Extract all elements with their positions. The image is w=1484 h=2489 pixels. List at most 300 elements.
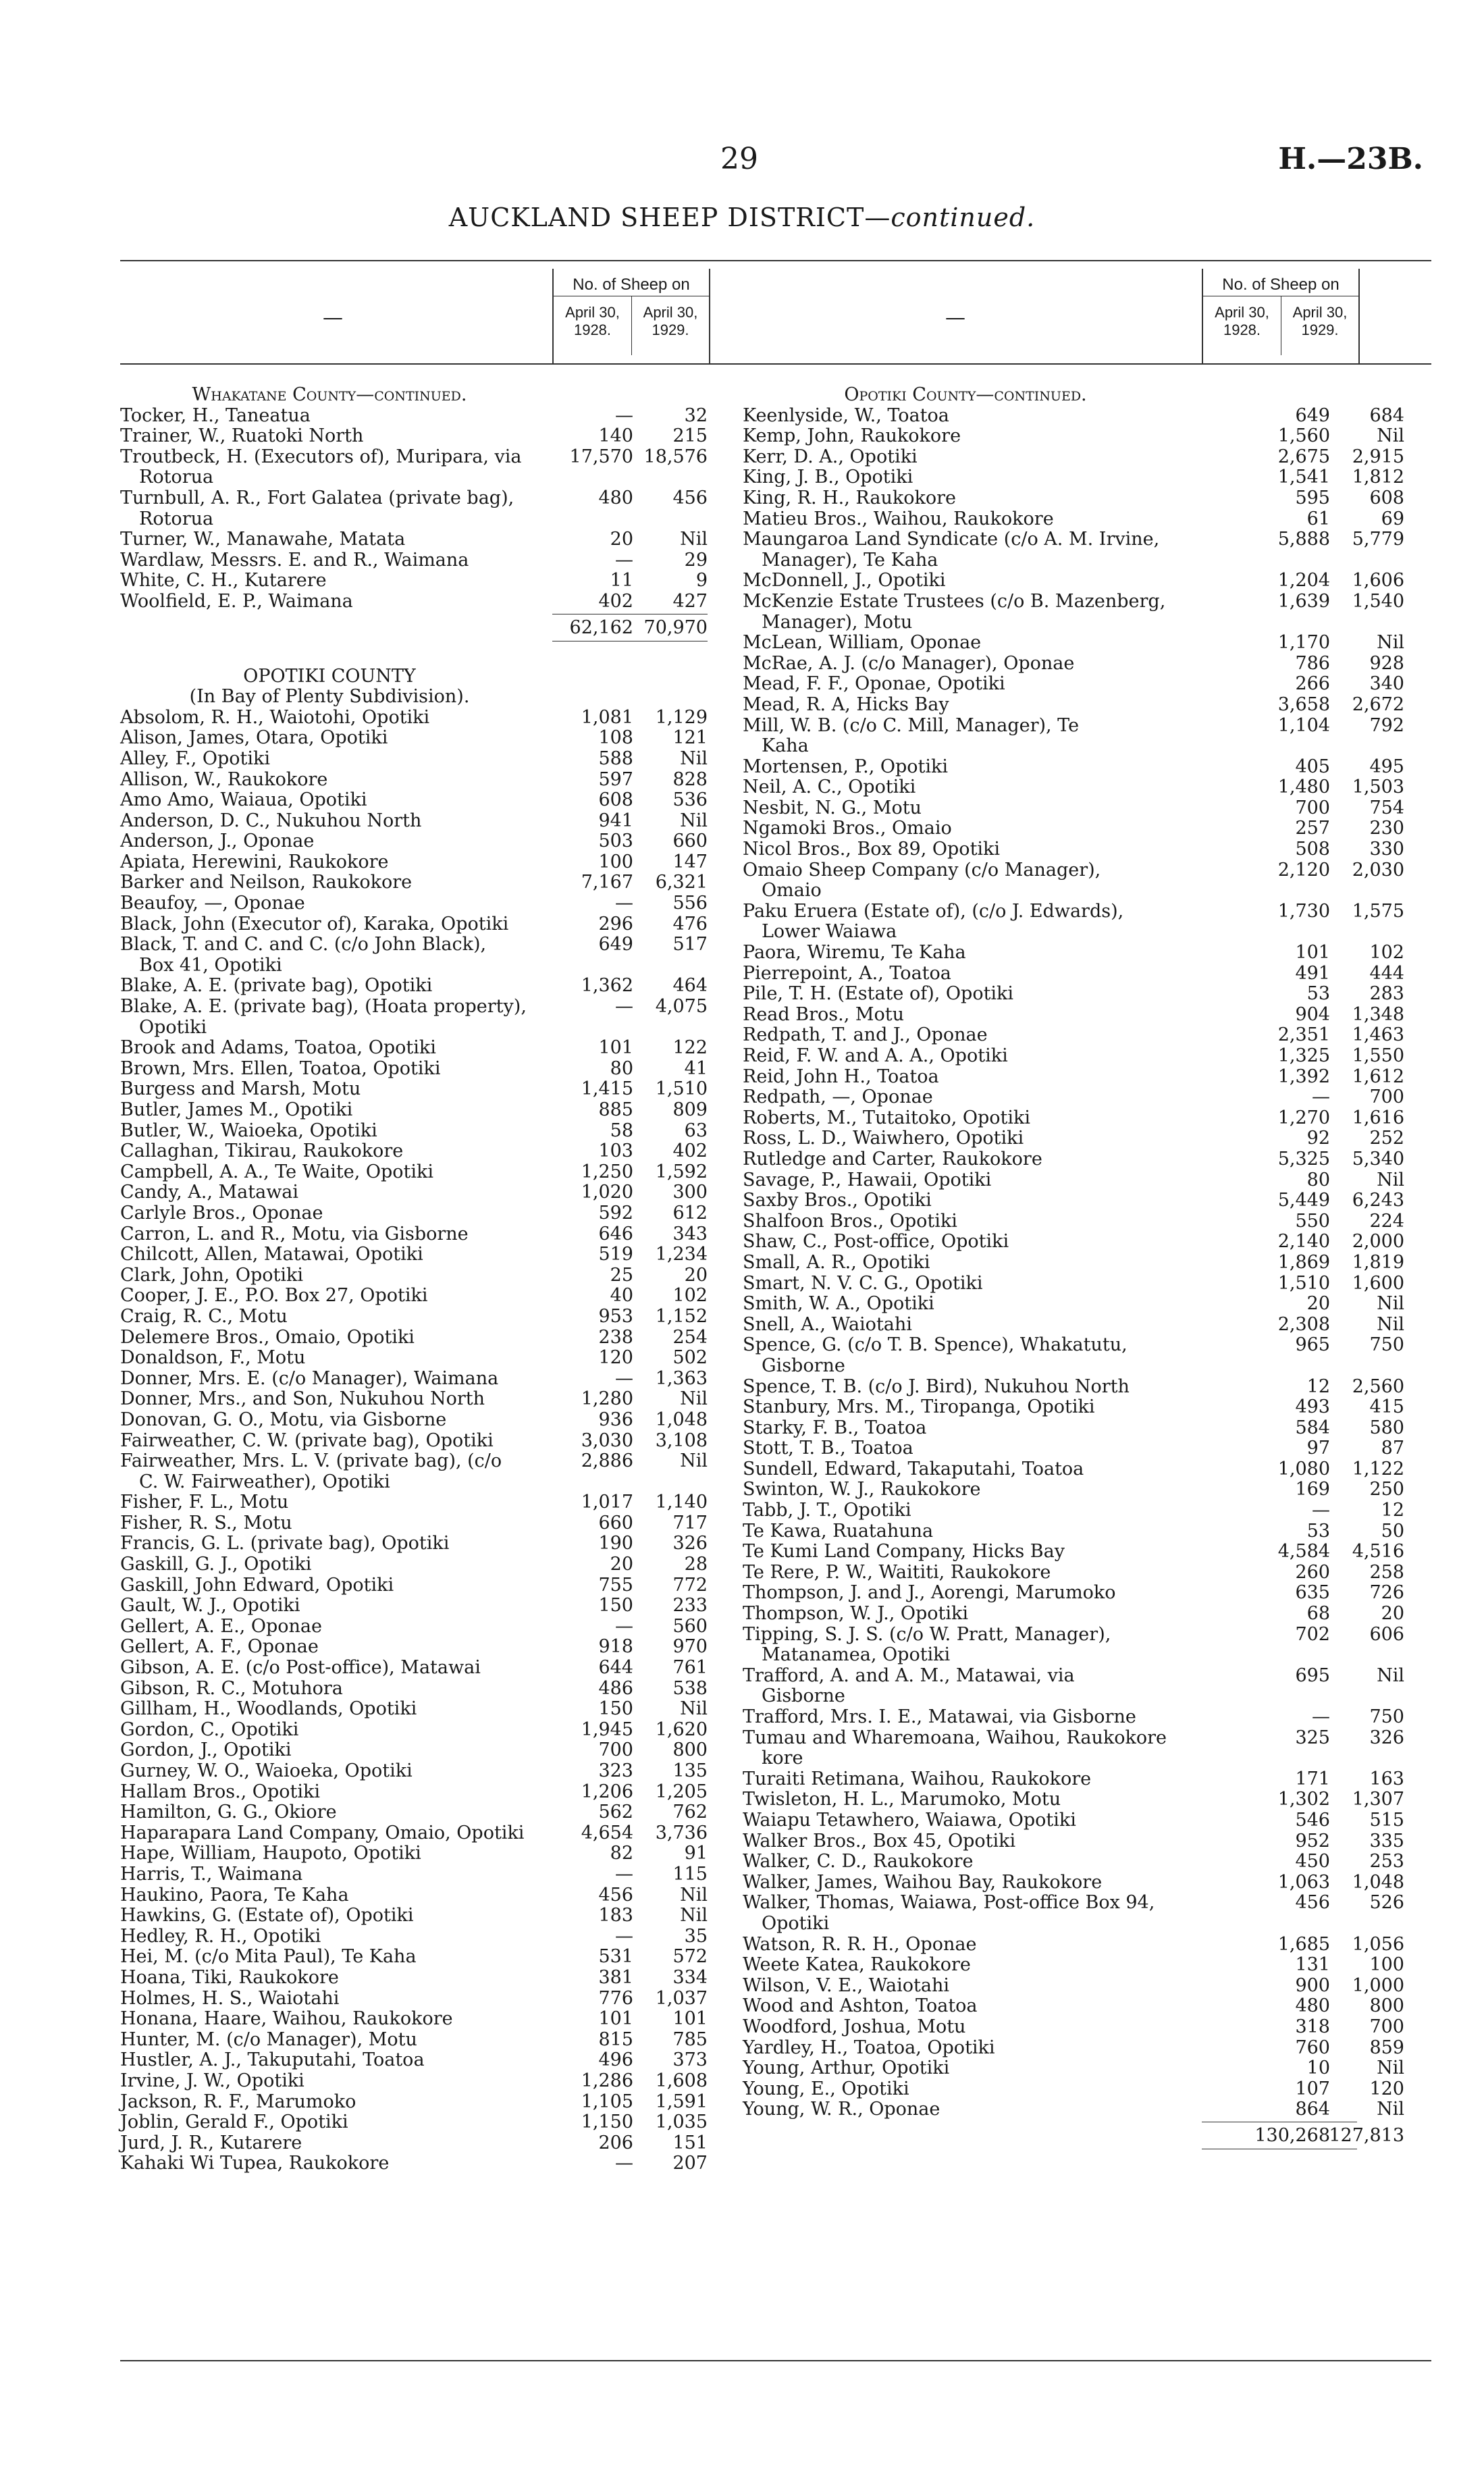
table-row bbox=[743, 1521, 1431, 1542]
row-name: Alley, F., Opotiki bbox=[120, 748, 271, 769]
row-name: Wilson, V. E., Waiotahi bbox=[743, 1974, 949, 1996]
table-row bbox=[743, 571, 1431, 592]
row-name: Gellert, A. F., Oponae bbox=[120, 1636, 319, 1658]
value-1929: 572 bbox=[672, 1946, 708, 1968]
value-1929: 750 bbox=[1369, 1334, 1404, 1356]
table-row bbox=[743, 2099, 1431, 2120]
row-name: Matieu Bros., Waihou, Raukokore bbox=[743, 508, 1054, 529]
row-name: Tabb, J. T., Opotiki bbox=[743, 1500, 911, 1521]
value-1929: Nil bbox=[1377, 1313, 1404, 1335]
value-1928: 1,510 bbox=[1277, 1272, 1330, 1294]
table-row bbox=[120, 1018, 762, 1039]
value-1928: 918 bbox=[598, 1636, 633, 1658]
value-1929: 1,592 bbox=[655, 1161, 708, 1182]
row-name: Shaw, C., Post-office, Opotiki bbox=[743, 1231, 1009, 1253]
row-name: Matanamea, Opotiki bbox=[762, 1644, 951, 1666]
value-1929: 4,075 bbox=[655, 996, 708, 1018]
row-name: Paora, Wiremu, Te Kaha bbox=[743, 942, 966, 964]
row-name: Joblin, Gerald F., Opotiki bbox=[120, 2112, 348, 2133]
header-group-title: No. of Sheep on bbox=[573, 276, 690, 294]
row-name: Gaskill, John Edward, Opotiki bbox=[120, 1574, 394, 1596]
row-name: Ross, L. D., Waiwhero, Opotiki bbox=[743, 1128, 1024, 1149]
value-1929: 224 bbox=[1369, 1210, 1404, 1232]
row-name: Fisher, R. S., Motu bbox=[120, 1512, 292, 1534]
right-column bbox=[743, 269, 1431, 2150]
row-name: Te Kumi Land Company, Hicks Bay bbox=[743, 1541, 1065, 1563]
value-1928: 493 bbox=[1295, 1396, 1330, 1418]
row-name: Opotiki bbox=[139, 1016, 207, 1038]
row-name: Holmes, H. S., Waiotahi bbox=[120, 1987, 340, 2009]
row-name: Trainer, W., Ruatoki North bbox=[120, 425, 364, 447]
value-1929: 809 bbox=[672, 1099, 708, 1120]
table-row bbox=[743, 1232, 1431, 1253]
value-1928: 190 bbox=[598, 1533, 633, 1554]
row-name: Manager), Te Kaha bbox=[762, 549, 938, 571]
value-1928: 108 bbox=[598, 727, 633, 749]
header-col-1928: April 30, 1928. bbox=[565, 304, 620, 338]
row-name: Black, T. and C. and C. (c/o John Black), bbox=[120, 934, 487, 955]
row-name: Gisborne bbox=[762, 1355, 845, 1376]
value-1928: 562 bbox=[598, 1802, 633, 1823]
value-1929: 230 bbox=[1369, 818, 1404, 839]
value-1928: 864 bbox=[1295, 2099, 1330, 2120]
value-1929: 560 bbox=[672, 1615, 708, 1637]
value-1929: 373 bbox=[672, 2049, 708, 2071]
value-1929: 207 bbox=[672, 2153, 708, 2174]
value-1929: 828 bbox=[672, 768, 708, 790]
table-row bbox=[743, 881, 1431, 901]
value-1929: 456 bbox=[672, 487, 708, 508]
value-1928: 25 bbox=[610, 1264, 633, 1286]
value-1928: 1,560 bbox=[1277, 425, 1330, 447]
row-name: Trafford, A. and A. M., Matawai, via bbox=[743, 1665, 1075, 1686]
value-1928: 1,945 bbox=[581, 1719, 633, 1740]
table-row bbox=[743, 1872, 1431, 1893]
row-name: Anderson, D. C., Nukuhou North bbox=[120, 810, 422, 831]
row-name: Blake, A. E. (private bag), (Hoata property), bbox=[120, 996, 527, 1018]
value-1929: 20 bbox=[1381, 1603, 1404, 1625]
row-name: Smart, N. V. C. G., Opotiki bbox=[743, 1272, 983, 1294]
row-name: Alison, James, Otara, Opotiki bbox=[120, 727, 388, 749]
table-row bbox=[743, 1914, 1431, 1935]
table-row bbox=[120, 852, 762, 873]
value-1929: 100 bbox=[1369, 1954, 1404, 1976]
value-1929: 334 bbox=[672, 1966, 708, 1988]
table-row bbox=[120, 1864, 762, 1885]
table-row bbox=[120, 1203, 762, 1224]
table-row bbox=[120, 1038, 762, 1059]
right-column-header bbox=[743, 269, 1431, 365]
value-1928: 11 bbox=[610, 570, 633, 592]
table-row bbox=[120, 1885, 762, 1906]
value-1929: 9 bbox=[695, 570, 708, 592]
value-1929: 326 bbox=[1369, 1727, 1404, 1748]
row-name: Roberts, M., Tutaitoko, Opotiki bbox=[743, 1107, 1031, 1128]
table-row bbox=[743, 1315, 1431, 1336]
row-name: Pile, T. H. (Estate of), Opotiki bbox=[743, 983, 1014, 1005]
value-1928: 2,120 bbox=[1277, 859, 1330, 881]
table-row bbox=[743, 1686, 1431, 1707]
section-heading-text: Opotiki County—continued. bbox=[844, 384, 1087, 405]
row-name: Absolom, R. H., Waiotohi, Opotiki bbox=[120, 706, 430, 728]
table-row bbox=[120, 2050, 762, 2071]
row-name: Te Rere, P. W., Waititi, Raukokore bbox=[743, 1561, 1051, 1583]
value-1929: 495 bbox=[1369, 756, 1404, 777]
value-1928: 584 bbox=[1295, 1417, 1330, 1438]
row-name: Gisborne bbox=[762, 1685, 845, 1707]
value-1928: — bbox=[615, 549, 633, 571]
row-name: Nesbit, N. G., Motu bbox=[743, 797, 922, 818]
value-1929: 800 bbox=[1369, 1995, 1404, 2017]
value-1928: 1,302 bbox=[1277, 1789, 1330, 1810]
row-name: Harris, T., Waimana bbox=[120, 1863, 303, 1885]
value-1929: 1,600 bbox=[1352, 1272, 1404, 1294]
row-name: Snell, A., Waiotahi bbox=[743, 1313, 912, 1335]
row-name: Woolfield, E. P., Waimana bbox=[120, 590, 353, 612]
table-row bbox=[120, 1059, 762, 1080]
row-name: Hustler, A. J., Takuputahi, Toatoa bbox=[120, 2049, 425, 2071]
value-1928: 100 bbox=[598, 851, 633, 872]
row-name: Keenlyside, W., Toatoa bbox=[743, 404, 949, 426]
value-1929: 69 bbox=[1381, 508, 1404, 529]
table-row bbox=[120, 1369, 762, 1390]
value-1928: 1,280 bbox=[581, 1388, 633, 1410]
value-1929: 556 bbox=[672, 893, 708, 914]
document-reference: H.—23B. bbox=[1278, 142, 1423, 176]
row-name: Butler, W., Waioeka, Opotiki bbox=[120, 1120, 377, 1141]
value-1929: 2,915 bbox=[1352, 446, 1404, 467]
value-1929: 1,616 bbox=[1352, 1107, 1404, 1128]
table-row bbox=[743, 654, 1431, 675]
table-row bbox=[120, 488, 762, 509]
table-row bbox=[120, 1554, 762, 1575]
table-row bbox=[743, 1583, 1431, 1604]
table-row bbox=[743, 1335, 1431, 1356]
value-1928: — bbox=[615, 1863, 633, 1885]
table-row bbox=[743, 1563, 1431, 1583]
table-row bbox=[743, 2079, 1431, 2100]
page-number: 29 bbox=[720, 142, 758, 176]
table-row bbox=[743, 1542, 1431, 1563]
value-1928: 4,584 bbox=[1277, 1541, 1330, 1563]
table-row bbox=[743, 447, 1431, 468]
value-1928: 1,270 bbox=[1277, 1107, 1330, 1128]
row-name: Beaufoy, —, Oponae bbox=[120, 893, 305, 914]
row-name: Kemp, John, Raukokore bbox=[743, 425, 961, 447]
value-1929: 1,152 bbox=[655, 1305, 708, 1327]
value-1928: 646 bbox=[598, 1223, 633, 1244]
row-name: Woodford, Joshua, Motu bbox=[743, 2016, 966, 2037]
table-row bbox=[743, 509, 1431, 530]
value-1929: 4,516 bbox=[1352, 1541, 1404, 1563]
value-1929: 343 bbox=[672, 1223, 708, 1244]
section-heading-text: Whakatane County—continued. bbox=[192, 384, 467, 405]
value-1929: 1,620 bbox=[655, 1719, 708, 1740]
value-1929: 2,000 bbox=[1352, 1231, 1404, 1253]
left-column bbox=[120, 269, 762, 2174]
row-name: Box 41, Opotiki bbox=[139, 954, 282, 976]
value-1928: 1,286 bbox=[581, 2070, 633, 2091]
value-1929: Nil bbox=[1377, 1665, 1404, 1686]
row-name: Turnbull, A. R., Fort Galatea (private bag), bbox=[120, 487, 514, 508]
value-1929: 1,606 bbox=[1352, 570, 1404, 592]
table-row bbox=[743, 1479, 1431, 1500]
table-row bbox=[743, 1128, 1431, 1149]
row-name: Young, W. R., Oponae bbox=[743, 2099, 940, 2120]
table-row bbox=[120, 1121, 762, 1142]
table-row bbox=[743, 1294, 1431, 1315]
value-1929: Nil bbox=[1377, 1293, 1404, 1315]
value-1928: 965 bbox=[1295, 1334, 1330, 1356]
table-row bbox=[743, 1996, 1431, 2017]
value-1928: 2,308 bbox=[1277, 1313, 1330, 1335]
value-1928: 1,250 bbox=[581, 1161, 633, 1182]
table-row bbox=[743, 757, 1431, 778]
row-name: Butler, James M., Opotiki bbox=[120, 1099, 353, 1120]
value-1929: 444 bbox=[1369, 962, 1404, 984]
value-1928: 260 bbox=[1295, 1561, 1330, 1583]
value-1928: 550 bbox=[1295, 1210, 1330, 1232]
table-row bbox=[120, 2030, 762, 2051]
row-name: Allison, W., Raukokore bbox=[120, 768, 328, 790]
value-1928: 20 bbox=[610, 529, 633, 550]
subtotal-row bbox=[120, 612, 762, 639]
row-name: Anderson, J., Oponae bbox=[120, 831, 315, 852]
value-1929: 970 bbox=[672, 1636, 708, 1658]
value-1929: 135 bbox=[672, 1760, 708, 1781]
value-1929: 1,048 bbox=[1352, 1871, 1404, 1893]
value-1929: Nil bbox=[1377, 632, 1404, 654]
value-1928: 53 bbox=[1306, 983, 1330, 1005]
table-row bbox=[120, 1823, 762, 1844]
table-row bbox=[743, 1500, 1431, 1521]
value-1929: 253 bbox=[1369, 1851, 1404, 1872]
value-1928: 68 bbox=[1306, 1603, 1330, 1625]
row-name: Omaio Sheep Company (c/o Manager), bbox=[743, 859, 1101, 881]
value-1928: 700 bbox=[598, 1739, 633, 1761]
value-1928: 1,105 bbox=[581, 2091, 633, 2112]
value-1928: 2,351 bbox=[1277, 1024, 1330, 1046]
table-row bbox=[120, 1596, 762, 1617]
total-1928: 130,268 bbox=[1254, 2124, 1330, 2146]
value-1928: 941 bbox=[598, 810, 633, 831]
value-1929: Nil bbox=[680, 810, 708, 831]
value-1928: — bbox=[1312, 1706, 1330, 1727]
value-1929: 1,463 bbox=[1352, 1024, 1404, 1046]
value-1929: Nil bbox=[680, 1698, 708, 1720]
value-1929: 415 bbox=[1369, 1396, 1404, 1418]
bottom-rule bbox=[120, 2360, 1431, 2361]
row-name: Neil, A. C., Opotiki bbox=[743, 777, 916, 798]
table-row bbox=[120, 1658, 762, 1679]
header-dash-right: — bbox=[945, 306, 965, 330]
value-1928: — bbox=[615, 2153, 633, 2174]
value-1929: 1,205 bbox=[655, 1781, 708, 1802]
value-1929: Nil bbox=[680, 1905, 708, 1927]
row-name: Waiapu Tetawhero, Waiawa, Opotiki bbox=[743, 1809, 1076, 1831]
table-row bbox=[743, 2058, 1431, 2079]
table-row bbox=[743, 2038, 1431, 2059]
row-name: Lower Waiawa bbox=[762, 921, 897, 943]
value-1928: 80 bbox=[610, 1057, 633, 1079]
value-1928: — bbox=[615, 1615, 633, 1637]
value-1929: 2,672 bbox=[1352, 693, 1404, 715]
left-column-header bbox=[120, 269, 762, 365]
value-1928: 171 bbox=[1295, 1768, 1330, 1789]
row-name: Campbell, A. A., Te Waite, Opotiki bbox=[120, 1161, 434, 1182]
table-row bbox=[120, 1575, 762, 1596]
table-row bbox=[120, 708, 762, 729]
value-1928: 5,888 bbox=[1277, 529, 1330, 550]
value-1928: 1,017 bbox=[581, 1492, 633, 1513]
value-1929: 120 bbox=[1369, 2078, 1404, 2099]
table-row bbox=[120, 997, 762, 1018]
row-name: Manager), Motu bbox=[762, 611, 913, 633]
value-1929: 660 bbox=[672, 831, 708, 852]
value-1929: 1,608 bbox=[655, 2070, 708, 2091]
table-row bbox=[743, 1067, 1431, 1088]
row-name: Reid, F. W. and A. A., Opotiki bbox=[743, 1045, 1008, 1066]
table-row bbox=[120, 1348, 762, 1369]
row-name: Rotorua bbox=[139, 508, 214, 529]
row-name: Shalfoon Bros., Opotiki bbox=[743, 1210, 957, 1232]
table-row bbox=[743, 1810, 1431, 1831]
value-1928: 5,325 bbox=[1277, 1148, 1330, 1170]
table-row bbox=[120, 447, 762, 468]
table-row bbox=[743, 736, 1431, 757]
value-1929: 750 bbox=[1369, 1706, 1404, 1727]
value-1929: 102 bbox=[1369, 942, 1404, 964]
table-row bbox=[120, 749, 762, 770]
row-name: Wardlaw, Messrs. E. and R., Waimana bbox=[120, 549, 469, 571]
value-1928: 2,886 bbox=[581, 1450, 633, 1472]
value-1928: 20 bbox=[610, 1554, 633, 1575]
value-1928: 936 bbox=[598, 1409, 633, 1430]
table-row bbox=[743, 716, 1431, 737]
value-1928: 1,685 bbox=[1277, 1933, 1330, 1955]
row-name: Carlyle Bros., Oponae bbox=[120, 1202, 323, 1224]
table-row bbox=[743, 798, 1431, 819]
value-1928: 107 bbox=[1295, 2078, 1330, 2099]
value-1929: 2,030 bbox=[1352, 859, 1404, 881]
top-rule bbox=[120, 260, 1431, 261]
table-row bbox=[120, 790, 762, 811]
row-name: Savage, P., Hawaii, Opotiki bbox=[743, 1169, 992, 1190]
value-1928: 644 bbox=[598, 1657, 633, 1679]
table-row bbox=[120, 2112, 762, 2133]
row-name: Twisleton, H. L., Marumoko, Motu bbox=[743, 1789, 1061, 1810]
value-1929: 1,550 bbox=[1352, 1045, 1404, 1066]
row-name: Walker, Thomas, Waiawa, Post-office Box 94, bbox=[743, 1892, 1155, 1914]
value-1929: 1,575 bbox=[1352, 900, 1404, 922]
value-1929: 608 bbox=[1369, 487, 1404, 508]
table-row bbox=[743, 426, 1431, 447]
value-1929: 580 bbox=[1369, 1417, 1404, 1438]
row-name: Spence, T. B. (c/o J. Bird), Nukuhou North bbox=[743, 1376, 1130, 1397]
value-1928: 4,654 bbox=[581, 1822, 633, 1843]
value-1929: 1,503 bbox=[1352, 777, 1404, 798]
value-1928: 381 bbox=[598, 1966, 633, 1988]
row-name: Reid, John H., Toatoa bbox=[743, 1066, 939, 1087]
value-1929: 252 bbox=[1369, 1128, 1404, 1149]
value-1929: 1,363 bbox=[655, 1367, 708, 1389]
table-row bbox=[743, 1976, 1431, 1997]
table-row bbox=[743, 1149, 1431, 1170]
value-1928: 508 bbox=[1295, 839, 1330, 860]
value-1929: 754 bbox=[1369, 797, 1404, 818]
table-row bbox=[120, 2071, 762, 2092]
value-1928: 480 bbox=[1295, 1995, 1330, 2017]
header-group-title-right: No. of Sheep on bbox=[1222, 276, 1340, 294]
value-1928: 450 bbox=[1295, 1851, 1330, 1872]
value-1929: 12 bbox=[1381, 1500, 1404, 1521]
table-row bbox=[743, 1459, 1431, 1480]
table-row bbox=[743, 984, 1431, 1005]
row-name: Kerr, D. A., Opotiki bbox=[743, 446, 918, 467]
row-name: Jurd, J. R., Kutarere bbox=[120, 2132, 302, 2153]
table-row bbox=[743, 1852, 1431, 1872]
value-1928: 150 bbox=[598, 1698, 633, 1720]
value-1929: 18,576 bbox=[643, 446, 708, 467]
row-name: Haukino, Paora, Te Kaha bbox=[120, 1884, 349, 1906]
value-1929: Nil bbox=[680, 748, 708, 769]
table-row bbox=[120, 1761, 762, 1782]
value-1928: 491 bbox=[1295, 962, 1330, 984]
row-name: Fisher, F. L., Motu bbox=[120, 1492, 289, 1513]
row-name: Apiata, Herewini, Raukokore bbox=[120, 851, 389, 872]
row-name: Walker, James, Waihou Bay, Raukokore bbox=[743, 1871, 1103, 1893]
table-row bbox=[743, 488, 1431, 509]
table-row bbox=[120, 1328, 762, 1348]
table-row bbox=[120, 893, 762, 914]
row-name: Sundell, Edward, Takaputahi, Toatoa bbox=[743, 1458, 1084, 1479]
row-name: Gibson, R. C., Motuhora bbox=[120, 1677, 343, 1699]
section-heading bbox=[743, 385, 1431, 406]
value-1928: 760 bbox=[1295, 2037, 1330, 2058]
row-name: McKenzie Estate Trustees (c/o B. Mazenberg, bbox=[743, 590, 1166, 612]
value-1928: 597 bbox=[598, 768, 633, 790]
table-row bbox=[743, 1707, 1431, 1728]
value-1929: 726 bbox=[1369, 1582, 1404, 1604]
value-1928: 1,639 bbox=[1277, 590, 1330, 612]
row-name: Black, John (Executor of), Karaka, Opotiki bbox=[120, 913, 509, 935]
table-row bbox=[743, 1645, 1431, 1666]
table-row bbox=[120, 1968, 762, 1989]
value-1928: 405 bbox=[1295, 756, 1330, 777]
table-row bbox=[120, 1286, 762, 1307]
row-name: Francis, G. L. (private bag), Opotiki bbox=[120, 1533, 450, 1554]
value-1929: 538 bbox=[672, 1677, 708, 1699]
value-1929: Nil bbox=[680, 1450, 708, 1472]
table-row bbox=[120, 1492, 762, 1513]
value-1928: 20 bbox=[1306, 1293, 1330, 1315]
subtotal-1928: 62,162 bbox=[569, 617, 633, 638]
value-1929: 1,037 bbox=[655, 1987, 708, 2009]
row-name: Redpath, —, Oponae bbox=[743, 1086, 933, 1108]
value-1929: 20 bbox=[684, 1264, 708, 1286]
table-row bbox=[120, 1513, 762, 1534]
row-name: Young, Arthur, Opotiki bbox=[743, 2058, 950, 2079]
table-row bbox=[743, 777, 1431, 798]
table-row bbox=[120, 728, 762, 749]
value-1928: 257 bbox=[1295, 818, 1330, 839]
table-row bbox=[743, 612, 1431, 633]
table-row bbox=[120, 1162, 762, 1183]
value-1929: 717 bbox=[672, 1512, 708, 1534]
value-1929: 102 bbox=[672, 1285, 708, 1307]
row-name: Thompson, J. and J., Aorengi, Marumoko bbox=[743, 1582, 1116, 1604]
row-name: Yardley, H., Toatoa, Opotiki bbox=[743, 2037, 995, 2058]
